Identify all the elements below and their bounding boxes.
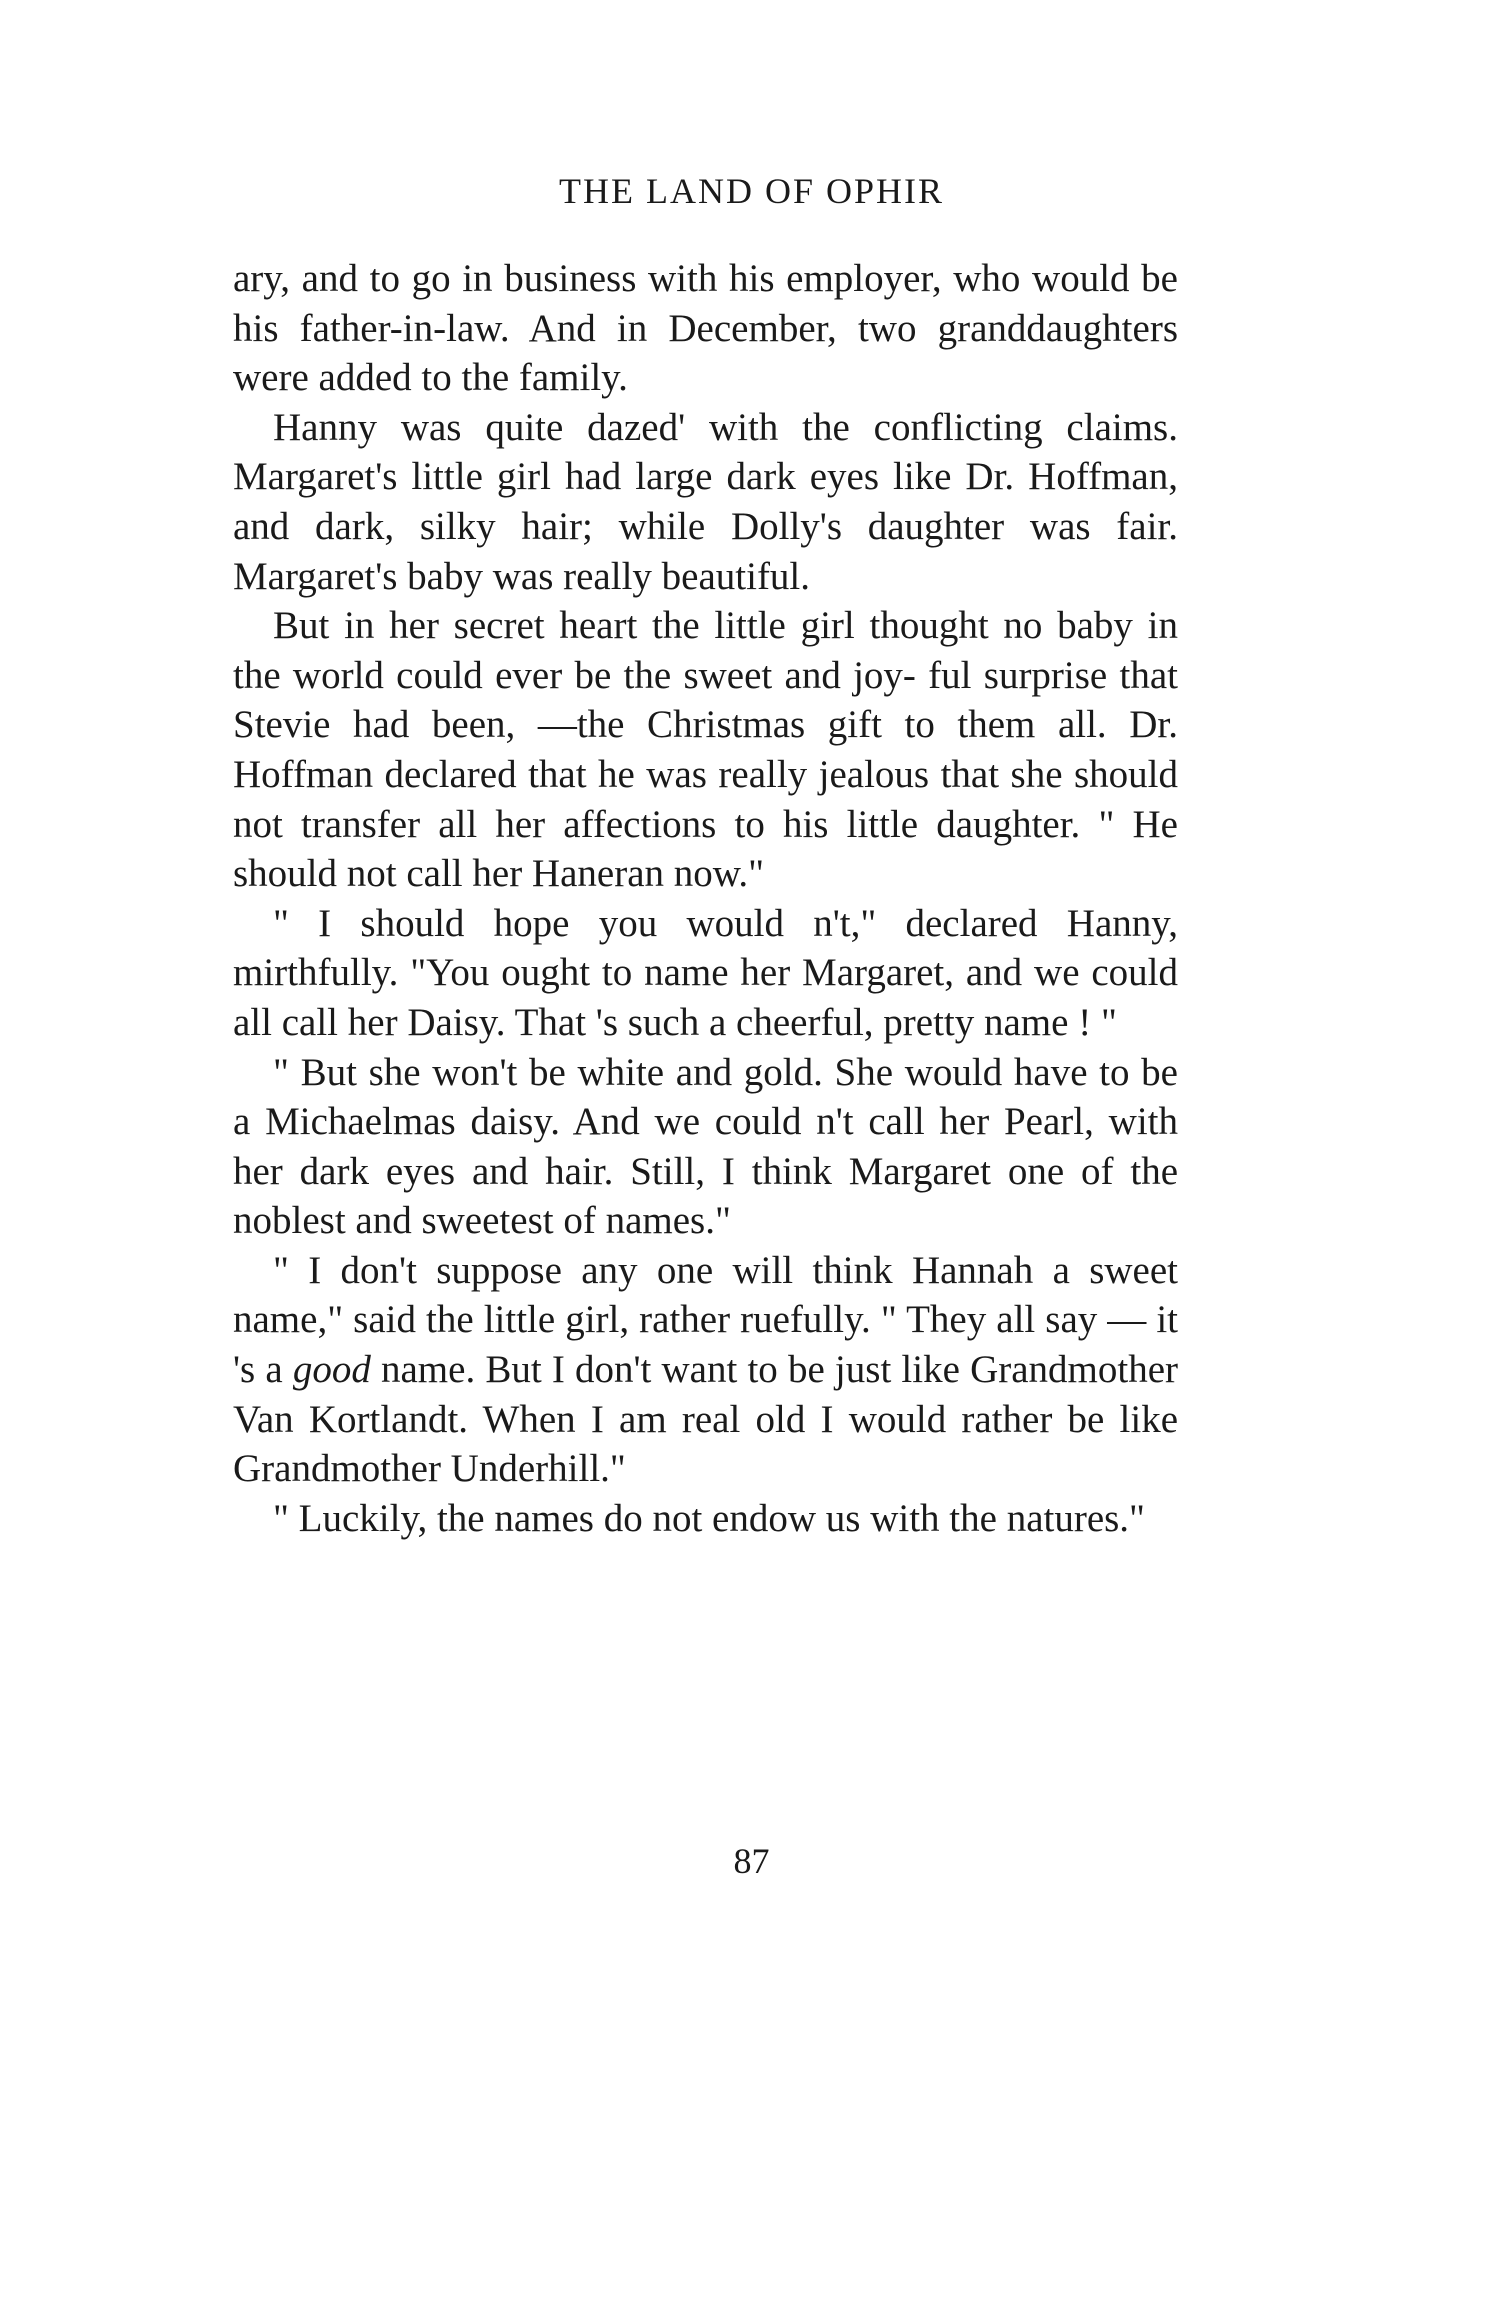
paragraph-4: " I should hope you would n't," declared Hanny, mirthfully. "You ought to name her Margaret, and we could all call her Daisy. That 's such a cheerful, pretty name ! " (233, 901, 1178, 1044)
paragraph-2: Hanny was quite dazed' with the conflicting claims. Margaret's little girl had large dark eyes like Dr. Hoffman, and dark, silky hair; while Dolly's daughter was fair. Margaret's baby was really beautiful. (233, 405, 1178, 598)
paragraph-5: " But she won't be white and gold. She would have to be a Michaelmas daisy. And we could n't call her Pearl, with her dark eyes and hair. Still, I think Margaret one of the noblest and sweetest of names." (233, 1050, 1178, 1243)
paragraph-6 (233, 1246, 1178, 1494)
page-number: 87 (733, 1841, 770, 1881)
italic-word: good (292, 1348, 371, 1392)
paragraph-1: ary, and to go in business with his employer, who would be his father-in-law. And in December, two granddaughters were added to the family. (233, 257, 1178, 400)
body-text (233, 254, 1178, 1543)
paragraph-6-part-a: " They all say — it 's a (233, 1298, 1179, 1392)
paragraph-6-text: " I don't suppose any one will think Hannah a sweet name," said the little girl, rather ruefully. (233, 1248, 1178, 1342)
running-head: THE LAND OF OPHIR (559, 171, 944, 211)
paragraph-7: " Luckily, the names do not endow us with the natures." (273, 1496, 1145, 1540)
paragraph-3: But in her secret heart the little girl thought no baby in the world could ever be the sweet and joy- ful surprise that Stevie had been, —the Christmas gift to them all. Dr. Hoffman declared that he was really jealous that she should not transfer all her affections to his little daughter. " He should not call her Haneran now." (233, 604, 1178, 896)
paragraph-6-part-b: name. But I don't want to be just like Grandmother Van Kortlandt. When I am real old I would rather be like Grandmother Underhill." (233, 1348, 1178, 1491)
